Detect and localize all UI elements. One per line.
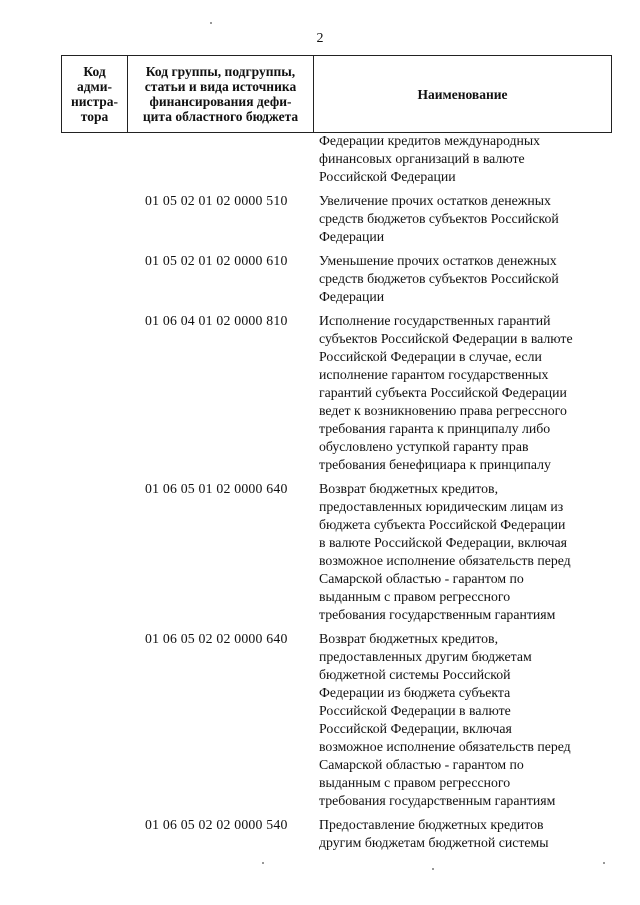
table-header [61,55,612,133]
header-name: Наименование [314,56,612,133]
row-code: 01 05 02 01 02 0000 610 [145,253,288,268]
table-row [61,312,621,474]
table-row [61,816,621,852]
row-name: Исполнение государственных гарантий субъектов Российской Федерации в валюте Российской Федерации в случае, если исполнение гарантом государственных гарантий субъекта Российской Федерации ведет к возникновению права регрессного требования гаранта к принципалу либо обусловлено уступкой гаранту прав требования бенефициара к принципалу [319,313,573,472]
table-row [61,132,621,186]
table-row [61,252,621,306]
header-admin-code: Код адми- нистра- тора [62,56,128,133]
table-row [61,192,621,246]
row-code: 01 05 02 01 02 0000 510 [145,193,288,208]
scan-speck [603,862,605,864]
scan-speck [262,862,264,864]
header-source-code: Код группы, подгруппы, статьи и вида источника финансирования дефи- цита областного бюджета [128,56,314,133]
row-code: 01 06 05 02 02 0000 640 [145,631,288,646]
table-row [61,480,621,624]
row-name: Возврат бюджетных кредитов, предоставленных другим бюджетам бюджетной системы Российской Федерации из бюджета субъекта Российской Федерации в валюте Российской Федерации, включая возможное исполнение обязательств перед Самарской областью - гарантом по выданным с правом регрессного требования государственным гарантиям [319,631,571,808]
row-code: 01 06 04 01 02 0000 810 [145,313,288,328]
page-number: 2 [316,31,324,46]
row-name: Возврат бюджетных кредитов, предоставленных юридическим лицам из бюджета субъекта Российской Федерации в валюте Российской Федерации, включая возможное исполнение обязательств перед Самарской областью - гарантом по выданным с правом регрессного требования государственным гарантиям [319,481,571,622]
table-body [61,132,621,858]
row-name: Увеличение прочих остатков денежных средств бюджетов субъектов Российской Федерации [319,193,559,244]
row-name: Федерации кредитов международных финансовых организаций в валюте Российской Федерации [319,133,541,184]
scan-speck [210,22,212,24]
row-code: 01 06 05 01 02 0000 640 [145,481,288,496]
table-row [61,630,621,810]
scan-speck [432,868,434,870]
row-name: Предоставление бюджетных кредитов другим бюджетам бюджетной системы [319,817,549,850]
row-code: 01 06 05 02 02 0000 540 [145,817,288,832]
row-name: Уменьшение прочих остатков денежных средств бюджетов субъектов Российской Федерации [319,253,559,304]
